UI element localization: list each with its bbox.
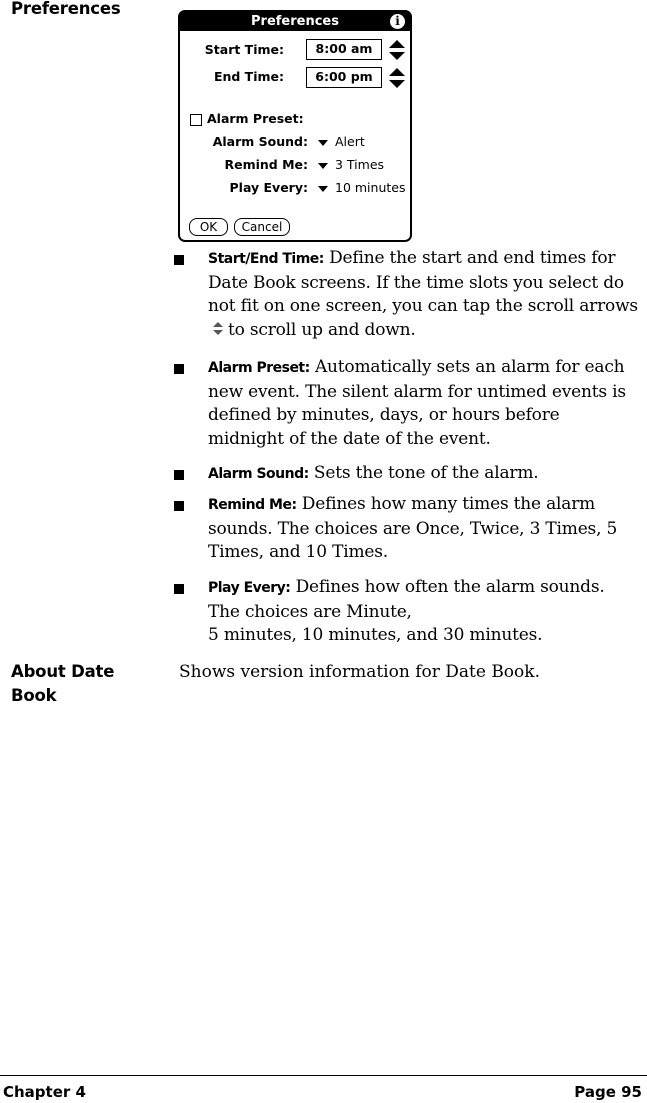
preferences-dialog [178, 10, 412, 242]
bullet-text: Automatically sets an alarm for each new event. The silent alarm for untimed events is defined by minutes, days, or hours before midnight of the date of the event. [208, 357, 626, 449]
bullet-alarm-preset [208, 356, 638, 451]
footer-rule [0, 1075, 647, 1076]
bullet-term: Alarm Preset: [208, 360, 310, 376]
bullet-text: Defines how many times the alarm sounds. The choices are Once, Twice, 3 Times, 5 Times, and 10 Times. [208, 494, 618, 562]
footer-chapter: Chapter 4 [3, 1083, 86, 1101]
start-time-label: Start Time: [204, 42, 284, 57]
ok-button[interactable]: OK [189, 218, 228, 236]
alarm-sound-value[interactable]: Alert [335, 134, 365, 149]
bullet-marker [174, 364, 184, 374]
start-time-scroll-arrows-icon[interactable] [388, 39, 406, 61]
about-date-book-term [11, 660, 161, 708]
footer-page: Page 95 [574, 1083, 642, 1101]
bullet-term: Alarm Sound: [208, 466, 309, 482]
start-time-field[interactable]: 8:00 am [306, 39, 382, 60]
alarm-sound-label: Alarm Sound: [212, 134, 308, 149]
bullet-marker [174, 470, 184, 480]
bullet-text-line2: 5 minutes, 10 minutes, and 30 minutes. [208, 625, 543, 645]
about-term-line2: Book [11, 686, 57, 705]
cancel-button[interactable]: Cancel [234, 218, 290, 236]
bullet-text: Define the start and end times for Date Book screens. If the time slots you select do not fit on one screen, you can tap the scroll arrows [208, 248, 638, 316]
about-description: Shows version information for Date Book. [179, 662, 540, 682]
alarm-sound-dropdown-icon[interactable] [318, 140, 328, 146]
bullet-marker [174, 501, 184, 511]
end-time-label: End Time: [213, 69, 284, 84]
bullet-play-every [208, 576, 638, 648]
bullet-term: Play Every: [208, 580, 291, 596]
alarm-preset-label: Alarm Preset: [207, 111, 304, 126]
info-icon[interactable]: i [390, 14, 405, 29]
remind-me-label: Remind Me: [224, 157, 308, 172]
play-every-label: Play Every: [229, 180, 308, 195]
end-time-scroll-arrows-icon[interactable] [388, 67, 406, 89]
bullet-text: Sets the tone of the alarm. [313, 463, 539, 483]
dialog-title-text: Preferences [251, 14, 339, 29]
bullet-marker [174, 584, 184, 594]
play-every-dropdown-icon[interactable] [318, 186, 328, 192]
bullet-text: Defines how often the alarm sounds. The choices are Minute, [208, 577, 605, 622]
play-every-value[interactable]: 10 minutes [335, 180, 406, 195]
bullet-text-end: to scroll up and down. [228, 319, 416, 340]
bullet-alarm-sound [208, 462, 638, 487]
bullet-marker [174, 255, 184, 265]
remind-me-value[interactable]: 3 Times [335, 157, 385, 172]
remind-me-dropdown-icon[interactable] [318, 163, 328, 169]
dialog-title [180, 12, 410, 31]
alarm-preset-checkbox[interactable] [190, 114, 202, 126]
bullet-remind-me [208, 493, 638, 565]
about-term-line1: About Date [11, 662, 115, 681]
preferences-term: Preferences [11, 0, 121, 18]
bullet-term: Start/End Time: [208, 251, 324, 267]
end-time-field[interactable]: 6:00 pm [306, 67, 382, 88]
scroll-arrows-icon [212, 321, 224, 337]
bullet-start-end-time [208, 247, 638, 342]
bullet-term: Remind Me: [208, 497, 297, 513]
